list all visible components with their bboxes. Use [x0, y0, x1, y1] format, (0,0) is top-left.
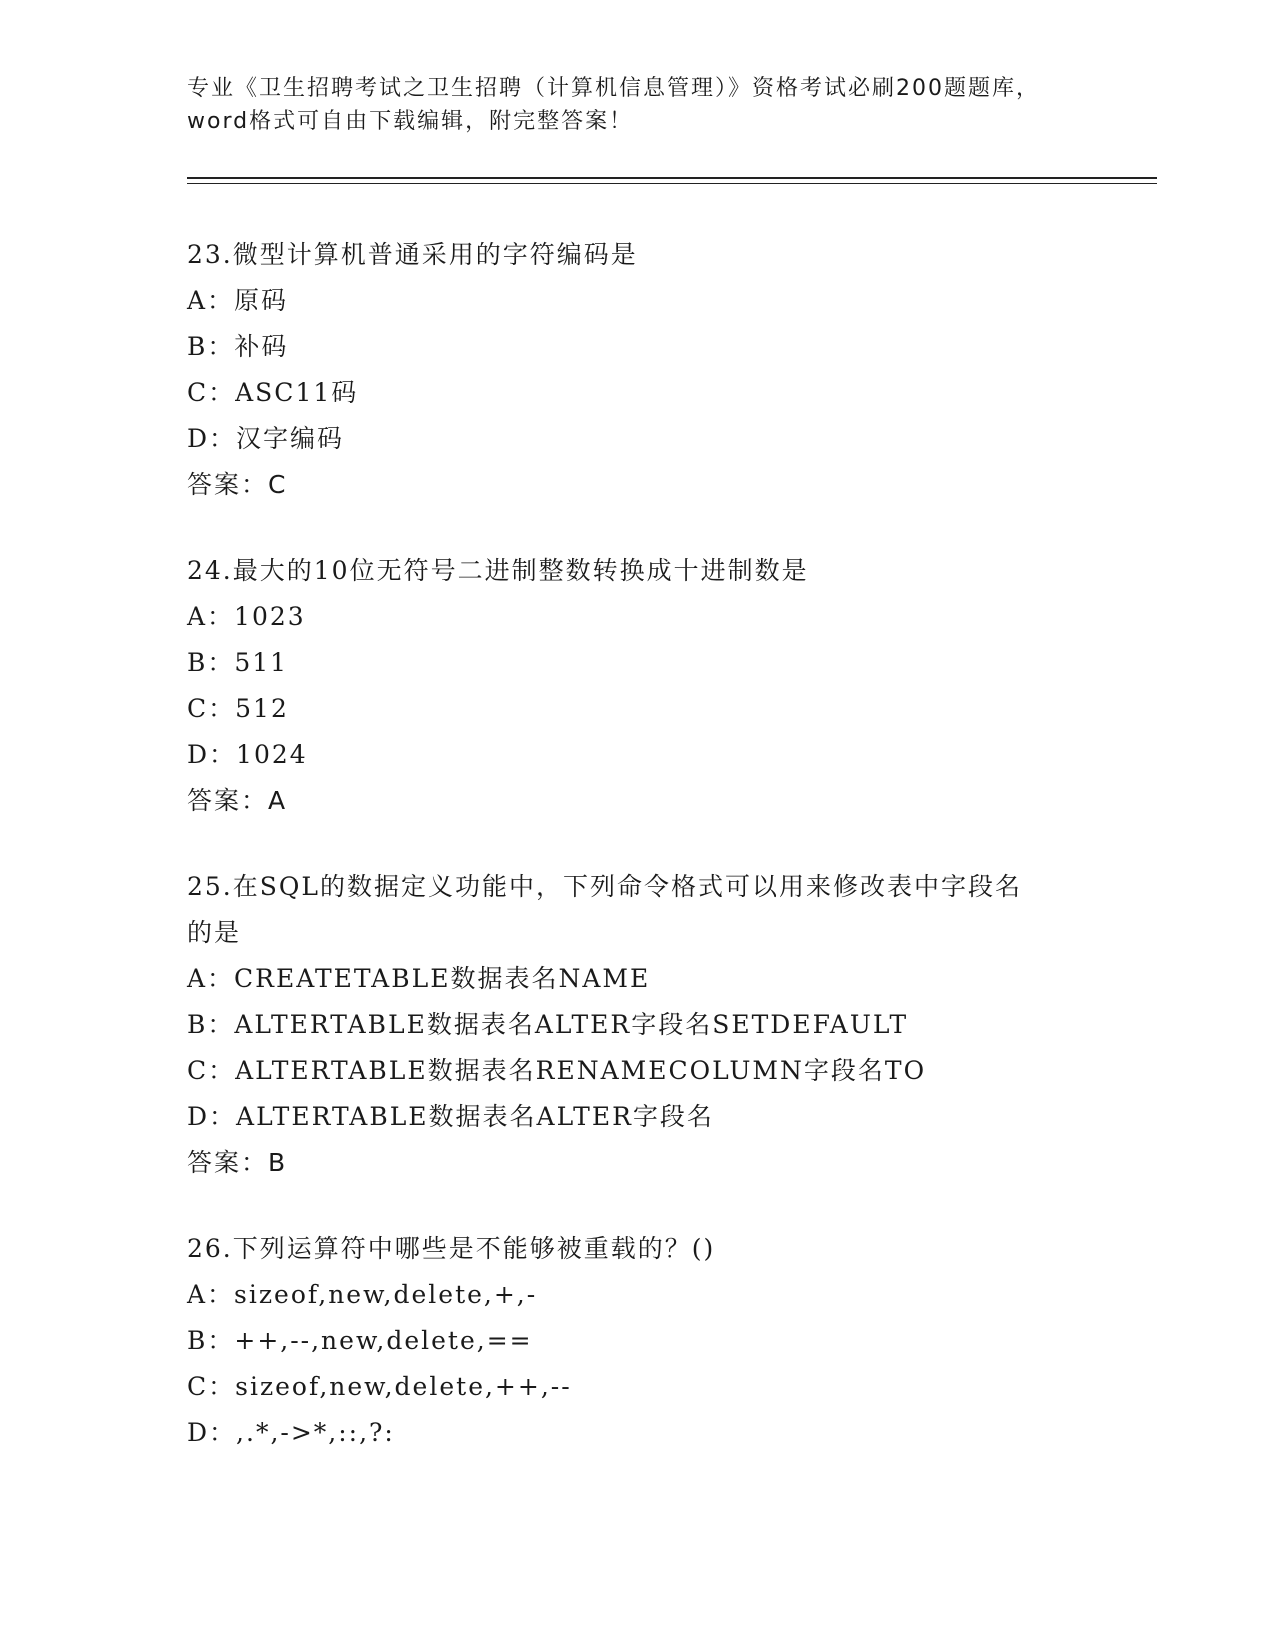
option-d: D：ALTERTABLE数据表名ALTER字段名 — [187, 1102, 714, 1131]
question-title-line-2: 的是 — [187, 918, 242, 947]
header-divider-thick — [187, 177, 1157, 179]
option-a: A：CREATETABLE数据表名NAME — [187, 964, 651, 993]
question-list — [187, 232, 1087, 1496]
header-divider-thin — [187, 183, 1157, 184]
header-line-1: 专业《卫生招聘考试之卫生招聘（计算机信息管理）》资格考试必刷200题题库， — [187, 76, 1040, 101]
option-a: A：1023 — [187, 602, 306, 631]
option-c: C：ALTERTABLE数据表名RENAMECOLUMN字段名TO — [187, 1056, 927, 1085]
question-24 — [187, 548, 1087, 824]
answer: 答案：A — [187, 786, 288, 815]
question-title: 26.下列运算符中哪些是不能够被重载的？() — [187, 1234, 716, 1263]
question-title-line-1: 25.在SQL的数据定义功能中，下列命令格式可以用来修改表中字段名 — [187, 872, 1022, 901]
question-26 — [187, 1226, 1087, 1456]
header-line-2: word格式可自由下载编辑，附完整答案！ — [187, 109, 634, 134]
answer: 答案：B — [187, 1148, 288, 1177]
option-a: A：原码 — [187, 286, 289, 315]
option-d: D：汉字编码 — [187, 424, 345, 453]
answer: 答案：C — [187, 470, 288, 499]
question-23 — [187, 232, 1087, 508]
option-d: D：,.*,->*,::,?: — [187, 1418, 395, 1447]
question-title: 23.微型计算机普通采用的字符编码是 — [187, 240, 638, 269]
option-c: C：ASC11码 — [187, 378, 359, 407]
document-header — [187, 72, 1087, 138]
option-a: A：sizeof,new,delete,+,- — [187, 1280, 538, 1309]
option-d: D：1024 — [187, 740, 308, 769]
option-b: B：++,--,new,delete,== — [187, 1326, 533, 1355]
option-b: B：511 — [187, 648, 289, 677]
option-c: C：sizeof,new,delete,++,-- — [187, 1372, 572, 1401]
option-c: C：512 — [187, 694, 289, 723]
question-25 — [187, 864, 1087, 1186]
option-b: B：ALTERTABLE数据表名ALTER字段名SETDEFAULT — [187, 1010, 909, 1039]
question-title: 24.最大的10位无符号二进制整数转换成十进制数是 — [187, 556, 809, 585]
option-b: B：补码 — [187, 332, 289, 361]
